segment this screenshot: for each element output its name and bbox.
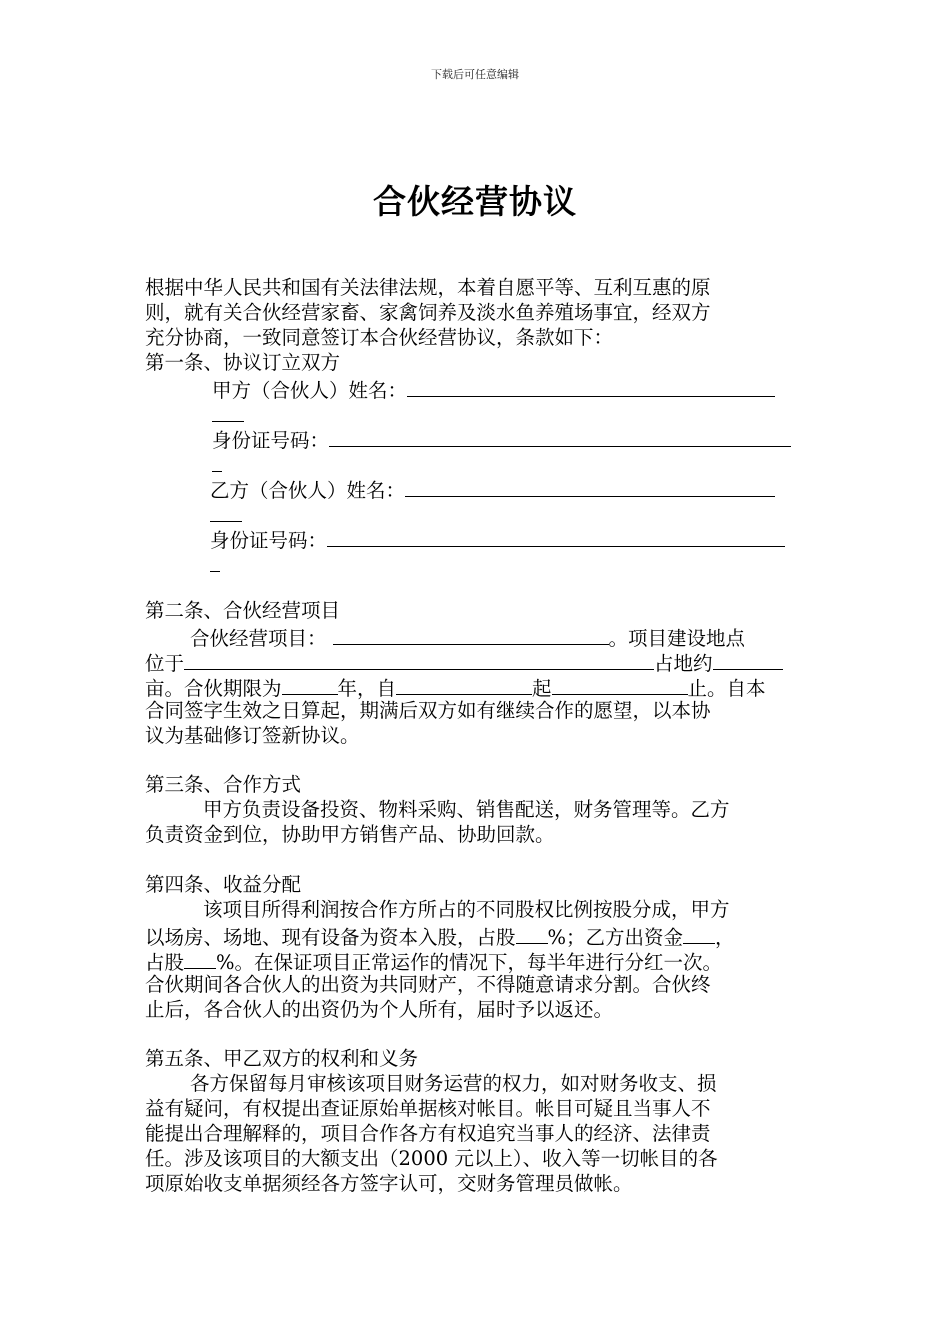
party-b-id-row — [210, 525, 810, 550]
share-b-blank[interactable] — [184, 947, 216, 969]
term-row — [145, 673, 805, 698]
party-b-id-label: 身份证号码： — [210, 529, 328, 552]
area-blank[interactable] — [713, 648, 783, 670]
end-date-blank[interactable] — [552, 673, 688, 695]
party-a-id-label: 身份证号码： — [212, 429, 330, 452]
party-a-id-row — [212, 425, 812, 450]
party-b-name-row — [210, 475, 810, 500]
preamble-line: 则，就有关合伙经营家畜、家禽饲养及淡水鱼养殖场事宜，经双方 — [145, 301, 711, 324]
article-4-line: 止后，各合伙人的出资仍为个人所有，届时予以返还。 — [145, 998, 614, 1021]
project-blank[interactable] — [333, 623, 609, 645]
party-a-name-label: 甲方（合伙人）姓名： — [212, 379, 408, 402]
article-5-line: 任。涉及该项目的大额支出（2000 元以上）、收入等一切帐目的各 — [145, 1147, 718, 1170]
share-a-blank[interactable] — [516, 922, 548, 944]
until-label: 止。自本 — [687, 677, 766, 700]
party-b-name-blank-cont[interactable] — [210, 500, 242, 522]
preamble-line: 充分协商，一致同意签订本合伙经营协议，条款如下： — [145, 326, 614, 349]
share-row-b — [145, 947, 805, 972]
article-5-line: 各方保留每月审核该项目财务运营的权力，如对财务收支、损 — [190, 1072, 717, 1095]
party-a-id-blank-cont[interactable] — [212, 450, 222, 472]
article-4-line: 合伙期间各合伙人的出资为共同财产，不得随意请求分割。合伙终 — [145, 973, 711, 996]
preamble-line: 根据中华人民共和国有关法律法规，本着自愿平等、互利互惠的原 — [145, 276, 711, 299]
capital-b-blank[interactable] — [683, 922, 715, 944]
project-row — [190, 623, 850, 648]
article-4-heading: 第四条、收益分配 — [145, 873, 302, 896]
from-label: 起 — [532, 677, 552, 700]
document-title: 合伙经营协议 — [373, 182, 577, 221]
article-2-heading: 第二条、合伙经营项目 — [145, 599, 341, 622]
article-3-line: 负责资金到位，协助甲方销售产品、协助回款。 — [145, 823, 555, 846]
party-a-name-blank[interactable] — [407, 375, 775, 397]
area-label: 占地约 — [654, 652, 713, 675]
party-b-name-blank-wrap — [210, 500, 810, 525]
party-b-name-blank[interactable] — [405, 475, 775, 497]
article-5-line: 项原始收支单据须经各方签字认可，交财务管理员做帐。 — [145, 1172, 633, 1195]
share-row-a — [145, 922, 805, 947]
article-2-line: 合同签字生效之日算起，期满后双方如有继续合作的愿望，以本协 — [145, 699, 711, 722]
party-b-id-blank[interactable] — [327, 525, 785, 547]
mu-term-label: 亩。合伙期限为 — [145, 677, 282, 700]
located-at-label: 位于 — [145, 652, 185, 675]
article-5-line: 能提出合理解释的，项目合作各方有权追究当事人的经济、法律责 — [145, 1122, 711, 1145]
project-label: 合伙经营项目： — [190, 627, 327, 650]
year-from-label: 年，自 — [337, 677, 397, 700]
article-2-line: 议为基础修订签新协议。 — [145, 724, 360, 747]
article-3-heading: 第三条、合作方式 — [145, 773, 302, 796]
party-a-id-blank-wrap — [212, 450, 812, 475]
party-a-name-row — [212, 375, 812, 400]
share-a-label: 以场房、场地、现有设备为资本入股，占股 — [145, 926, 516, 949]
share-b-pre: 占股 — [145, 951, 185, 974]
party-a-name-blank-cont[interactable] — [212, 400, 244, 422]
article-1-heading: 第一条、协议订立双方 — [145, 351, 341, 374]
comma: ， — [715, 926, 735, 949]
party-a-id-blank[interactable] — [329, 425, 791, 447]
location-row — [145, 648, 805, 673]
party-b-id-blank-cont[interactable] — [210, 550, 220, 572]
location-blank[interactable] — [184, 648, 654, 670]
article-5-line: 益有疑问，有权提出查证原始单据核对帐目。帐目可疑且当事人不 — [145, 1097, 711, 1120]
start-date-blank[interactable] — [396, 673, 532, 695]
share-b-label: %；乙方出资金 — [547, 926, 684, 949]
article-3-line: 甲方负责设备投资、物料采购、销售配送，财务管理等。乙方 — [203, 798, 730, 821]
article-5-heading: 第五条、甲乙双方的权利和义务 — [145, 1047, 419, 1070]
article-4-line: 该项目所得利润按合作方所占的不同股权比例按股分成，甲方 — [203, 898, 730, 921]
site-label: 。项目建设地点 — [608, 627, 746, 650]
page-header: 下载后可任意编辑 — [431, 68, 519, 81]
party-b-id-blank-wrap — [210, 550, 810, 575]
party-a-name-blank-wrap — [212, 400, 812, 425]
party-b-name-label: 乙方（合伙人）姓名： — [210, 479, 406, 502]
years-blank[interactable] — [282, 673, 338, 695]
share-b-text: %。在保证项目正常运作的情况下，每半年进行分红一次。 — [216, 951, 723, 974]
